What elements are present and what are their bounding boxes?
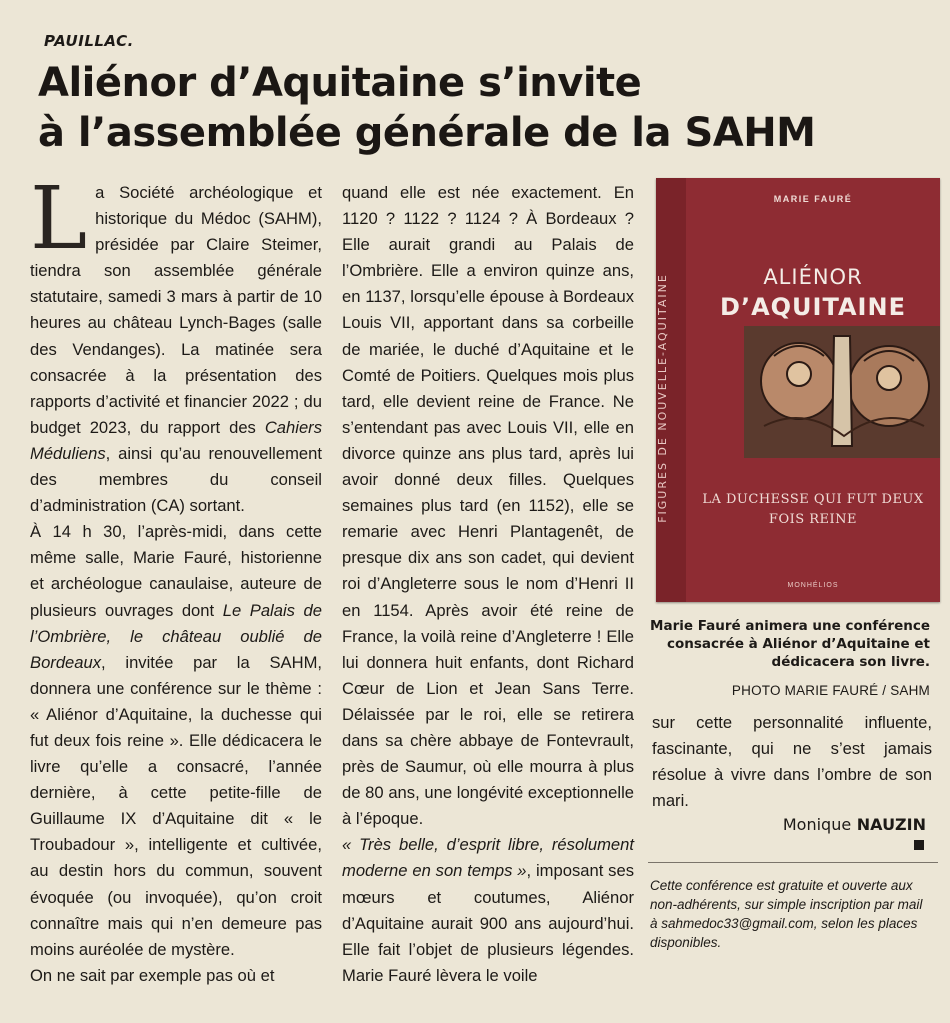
end-mark <box>914 840 924 850</box>
text-run: , invitée par la SAHM, donnera une conférence sur le thème : « Aliénor d’Aquitaine, la duchesse qui fut deux fois reine ». Elle dédicacera le livre qu’elle a consacré, l’année dernière, à cette petite-fille de Guillaume IX d’Aquitaine dit « le Troubadour », intelligente et cultivée, au destin hors du commun, souvent évoquée (ou invoquée), qu’on croit connaître mais qui n’en demeure pas moins auréolée de mystère. <box>30 652 322 959</box>
text-run: À 14 h 30, l’après-midi, dans cette même salle, Marie Fauré, historienne et archéologue canaulaise, auteure de plusieurs ouvrages dont <box>30 522 322 620</box>
quote: « Très belle, d’esprit libre, résolument moderne en son temps » <box>342 835 634 881</box>
photo-caption: Marie Fauré animera une conférence consacrée à Aliénor d’Aquitaine et dédicacera son livre. <box>650 618 930 670</box>
book-publisher: MONHÉLIOS <box>787 582 839 589</box>
book-author: MARIE FAURÉ <box>773 194 853 204</box>
headline-line-1: Aliénor d’Aquitaine s’invite <box>38 60 642 106</box>
author-first-name: Monique <box>782 815 852 834</box>
paragraph <box>342 832 634 989</box>
book-title-line-1: ALIÉNOR <box>763 265 863 289</box>
book-cover-photo <box>656 178 940 602</box>
paragraph <box>30 519 322 963</box>
book-title-line-2: D’AQUITAINE <box>720 293 906 321</box>
article-headline <box>38 58 918 158</box>
article-column-2 <box>342 180 634 989</box>
paragraph: sur cette personnalité influente, fascinante, qui ne s’est jamais résolue à vivre dans l’ombre de son mari. <box>652 713 932 811</box>
text-run: , imposant ses mœurs et coutumes, Aliénor d’Aquitaine aurait 900 ans aujourd’hui. Elle fait l’objet de plusieurs légendes. Marie Fauré lèvera le voile <box>342 861 634 985</box>
drop-cap: L <box>30 169 88 269</box>
author-signature <box>652 815 926 834</box>
text-run: , ainsi qu’au renouvellement des membres du conseil d’administration (CA) sortant. <box>30 443 322 516</box>
book-series-label: FIGURES DE NOUVELLE-AQUITAINE <box>656 273 669 523</box>
article-column-3 <box>652 710 932 814</box>
stained-glass-image <box>744 326 940 458</box>
info-box: Cette conférence est gratuite et ouverte aux non-adhérents, sur simple inscription par mail à sahmedoc33@gmail.com, selon les places disponibles. <box>650 878 923 950</box>
paragraph: On ne sait par exemple pas où et <box>30 965 275 985</box>
article-kicker: PAUILLAC. <box>44 32 134 50</box>
text-run: a Société archéologique et historique du Médoc (SAHM), présidée par Claire Steimer, tiendra son assemblée générale statutaire, samedi 3 mars à partir de 10 heures au château Lynch-Bages (salle des Vendanges). La matinée sera consacrée à la présentation des rapports d’activité et financier 2022 ; du budget 2023, du rapport des <box>30 183 322 437</box>
article-column-1 <box>30 169 322 989</box>
book-title <box>686 262 940 322</box>
headline-line-2: à l’assemblée générale de la SAHM <box>38 110 816 156</box>
publication-title: Cahiers Méduliens <box>30 417 322 463</box>
photo-credit: PHOTO MARIE FAURÉ / SAHM <box>731 683 930 698</box>
author-last-name: NAUZIN <box>856 815 926 834</box>
book-subtitle: LA DUCHESSE QUI FUT DEUX FOIS REINE <box>702 492 924 527</box>
paragraph: quand elle est née exactement. En 1120 ? 1122 ? 1124 ? À Bordeaux ? Elle aurait grandi au Palais de l’Ombrière. Elle a environ quinze ans, en 1137, lorsqu’elle épouse à Bordeaux Louis VII, apportant dans sa corbeille de mariée, le duché d’Aquitaine et le Comté de Poitiers. Quelques mois plus tard, elle devient reine de France. Ne s’entendant pas avec Louis VII, elle en divorce quinze ans plus tard, après lui avoir donné deux filles. Quelques semaines plus tard (en 1152), elle se remarie avec Henri Plantagenêt, de presque dix ans son cadet, qui devient roi d’Angleterre sous le nom d’Henri II en 1154. Après avoir été reine de France, la voilà reine d’Angleterre ! Elle lui donnera huit enfants, dont Richard Cœur de Lion et Jean Sans Terre. Délaissée par le roi, elle se retirera dans sa chère abbaye de Fontevrault, près de Saumur, où elle mourra à plus de 80 ans, une longévité exceptionnelle à l’époque. <box>342 183 634 829</box>
divider <box>648 862 938 863</box>
book-title-reference: Le Palais de l’Ombrière, le château oublié de Bordeaux <box>30 600 322 672</box>
paragraph <box>30 169 322 519</box>
